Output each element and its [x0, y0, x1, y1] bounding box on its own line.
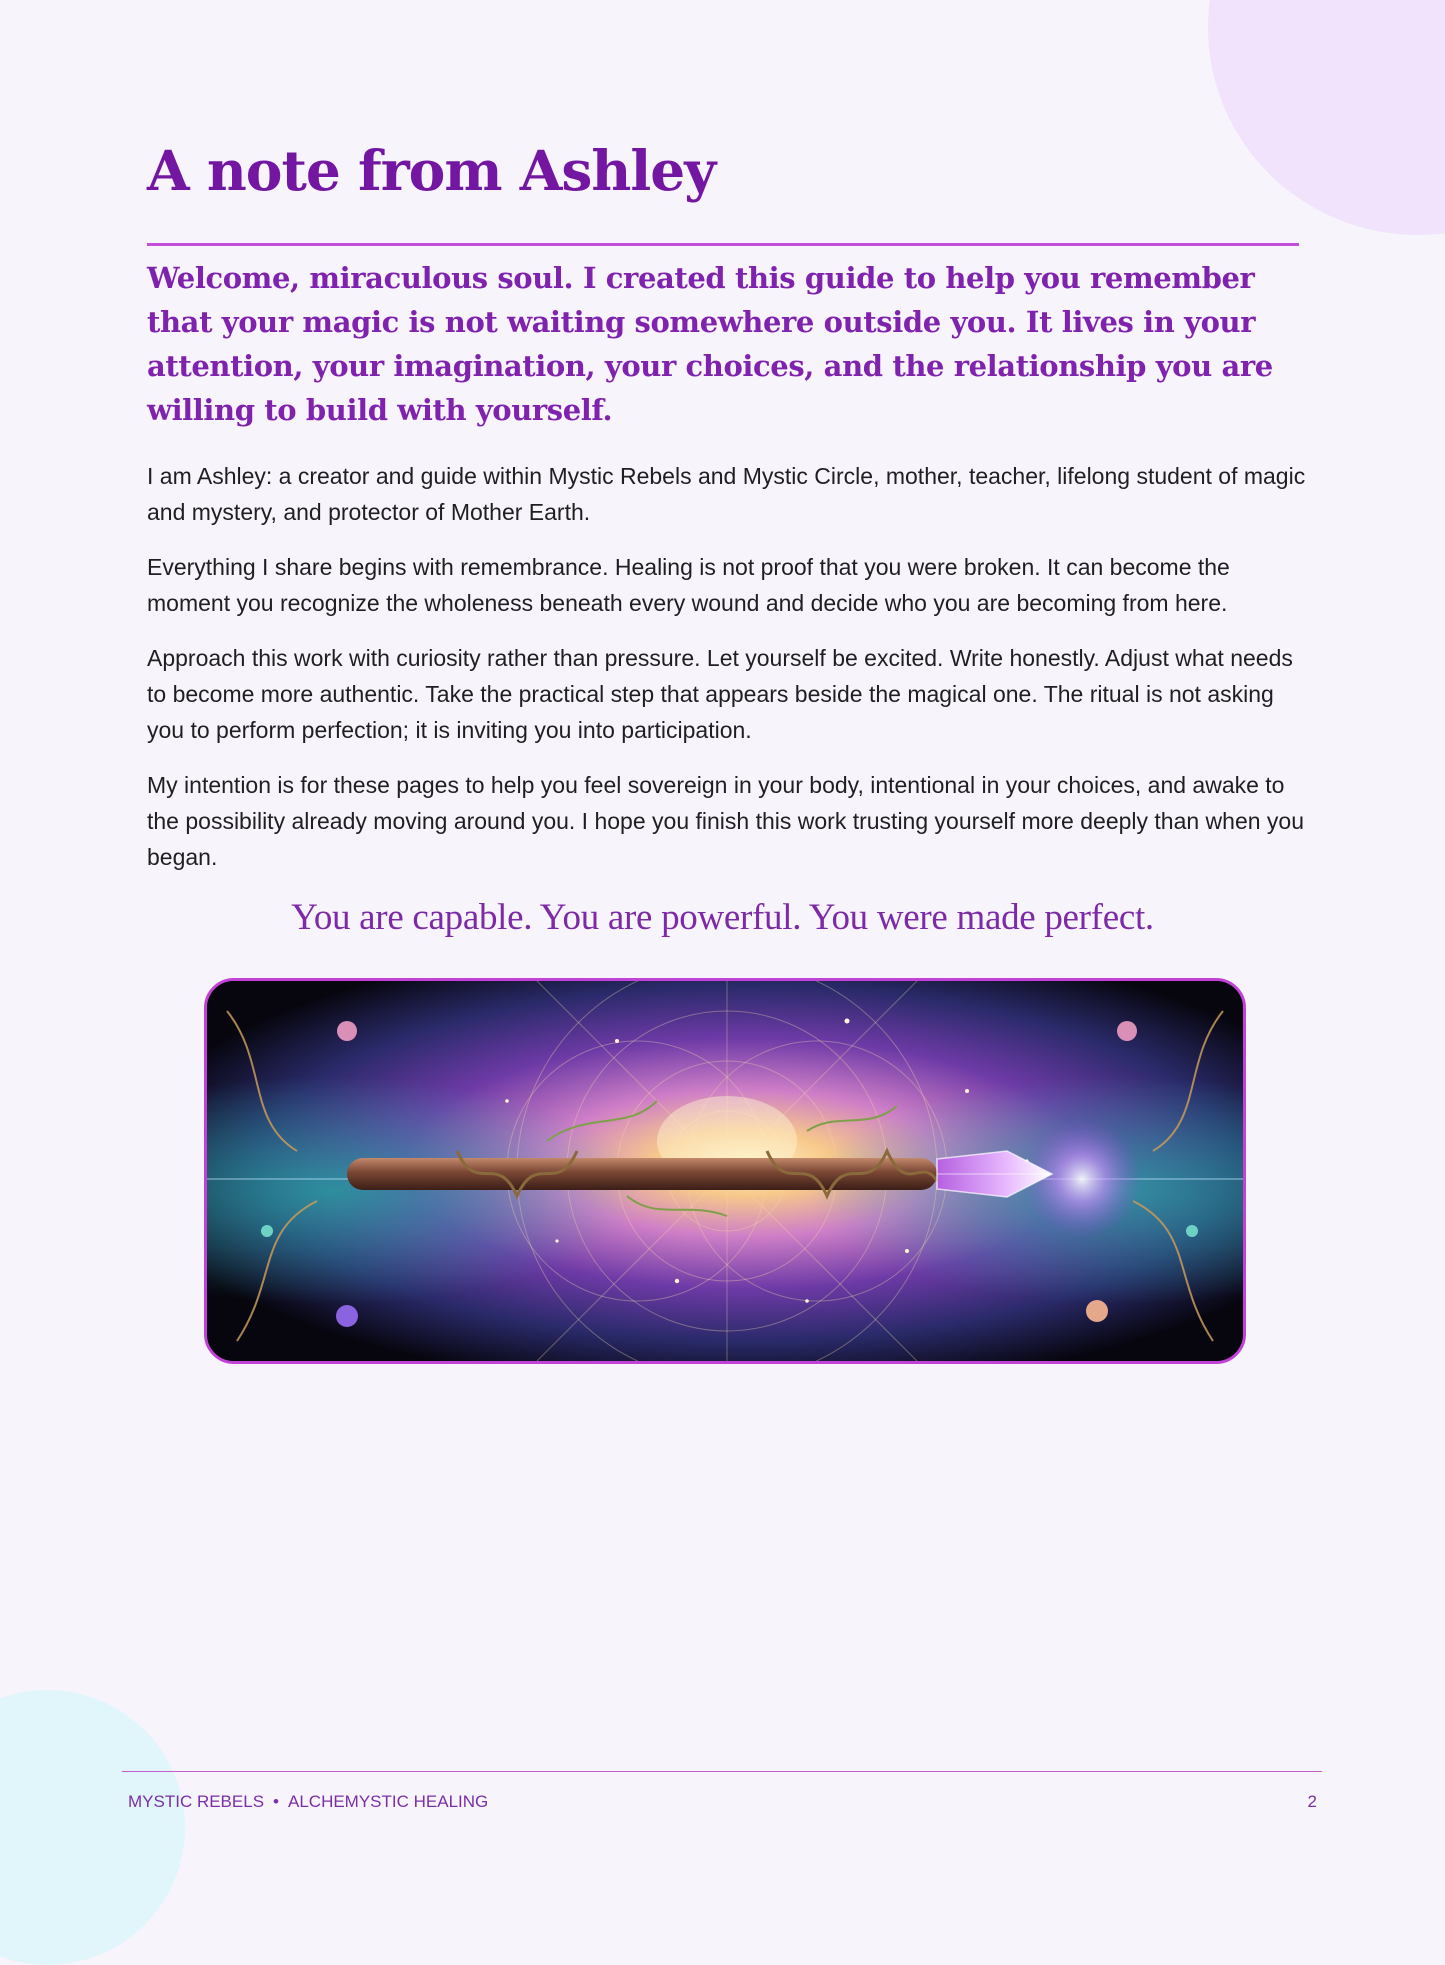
footer-separator: •	[273, 1792, 279, 1811]
paragraph: Approach this work with curiosity rather than pressure. Let yourself be excited. Write honestly. Adjust what needs to become more authentic. Take the practical step that appears beside the magical one. The ritual is not asking you to perform perfection; it is inviting you into participation.	[147, 645, 1293, 743]
decorative-circle-bottom	[0, 1690, 185, 1965]
footer-divider	[122, 1771, 1322, 1772]
decorative-circle-top	[1208, 0, 1445, 235]
paragraph: My intention is for these pages to help you feel sovereign in your body, intentional in your choices, and awake to the possibility already moving around you. I hope you finish this work trusting yourself more deeply than when you began.	[147, 772, 1305, 870]
page-number: 2	[1307, 1792, 1317, 1811]
footer-label	[128, 1792, 488, 1812]
intro-lede: Welcome, miraculous soul. I created this guide to help you remember that your magic is not waiting somewhere outside you. It lives in your attention, your imagination, your choices, and the relationship you are willing to build with yourself.	[147, 261, 1273, 427]
wand-illustration	[204, 978, 1246, 1364]
footer-brand: MYSTIC REBELS	[128, 1792, 265, 1811]
body-text	[147, 458, 1307, 894]
paragraph: I am Ashley: a creator and guide within Mystic Rebels and Mystic Circle, mother, teacher, lifelong student of magic and mystery, and protector of Mother Earth.	[147, 463, 1306, 525]
affirmation-quote: You are capable. You are powerful. You were made perfect.	[291, 897, 1154, 938]
paragraph: Everything I share begins with remembrance. Healing is not proof that you were broken. It can become the moment you recognize the wholeness beneath every wound and decide who you are becoming from here.	[147, 554, 1230, 616]
page-title: A note from Ashley	[147, 138, 716, 203]
footer-section: ALCHEMYSTIC HEALING	[288, 1792, 489, 1811]
title-divider	[147, 243, 1299, 246]
wand-illustration-graphic	[207, 981, 1243, 1361]
